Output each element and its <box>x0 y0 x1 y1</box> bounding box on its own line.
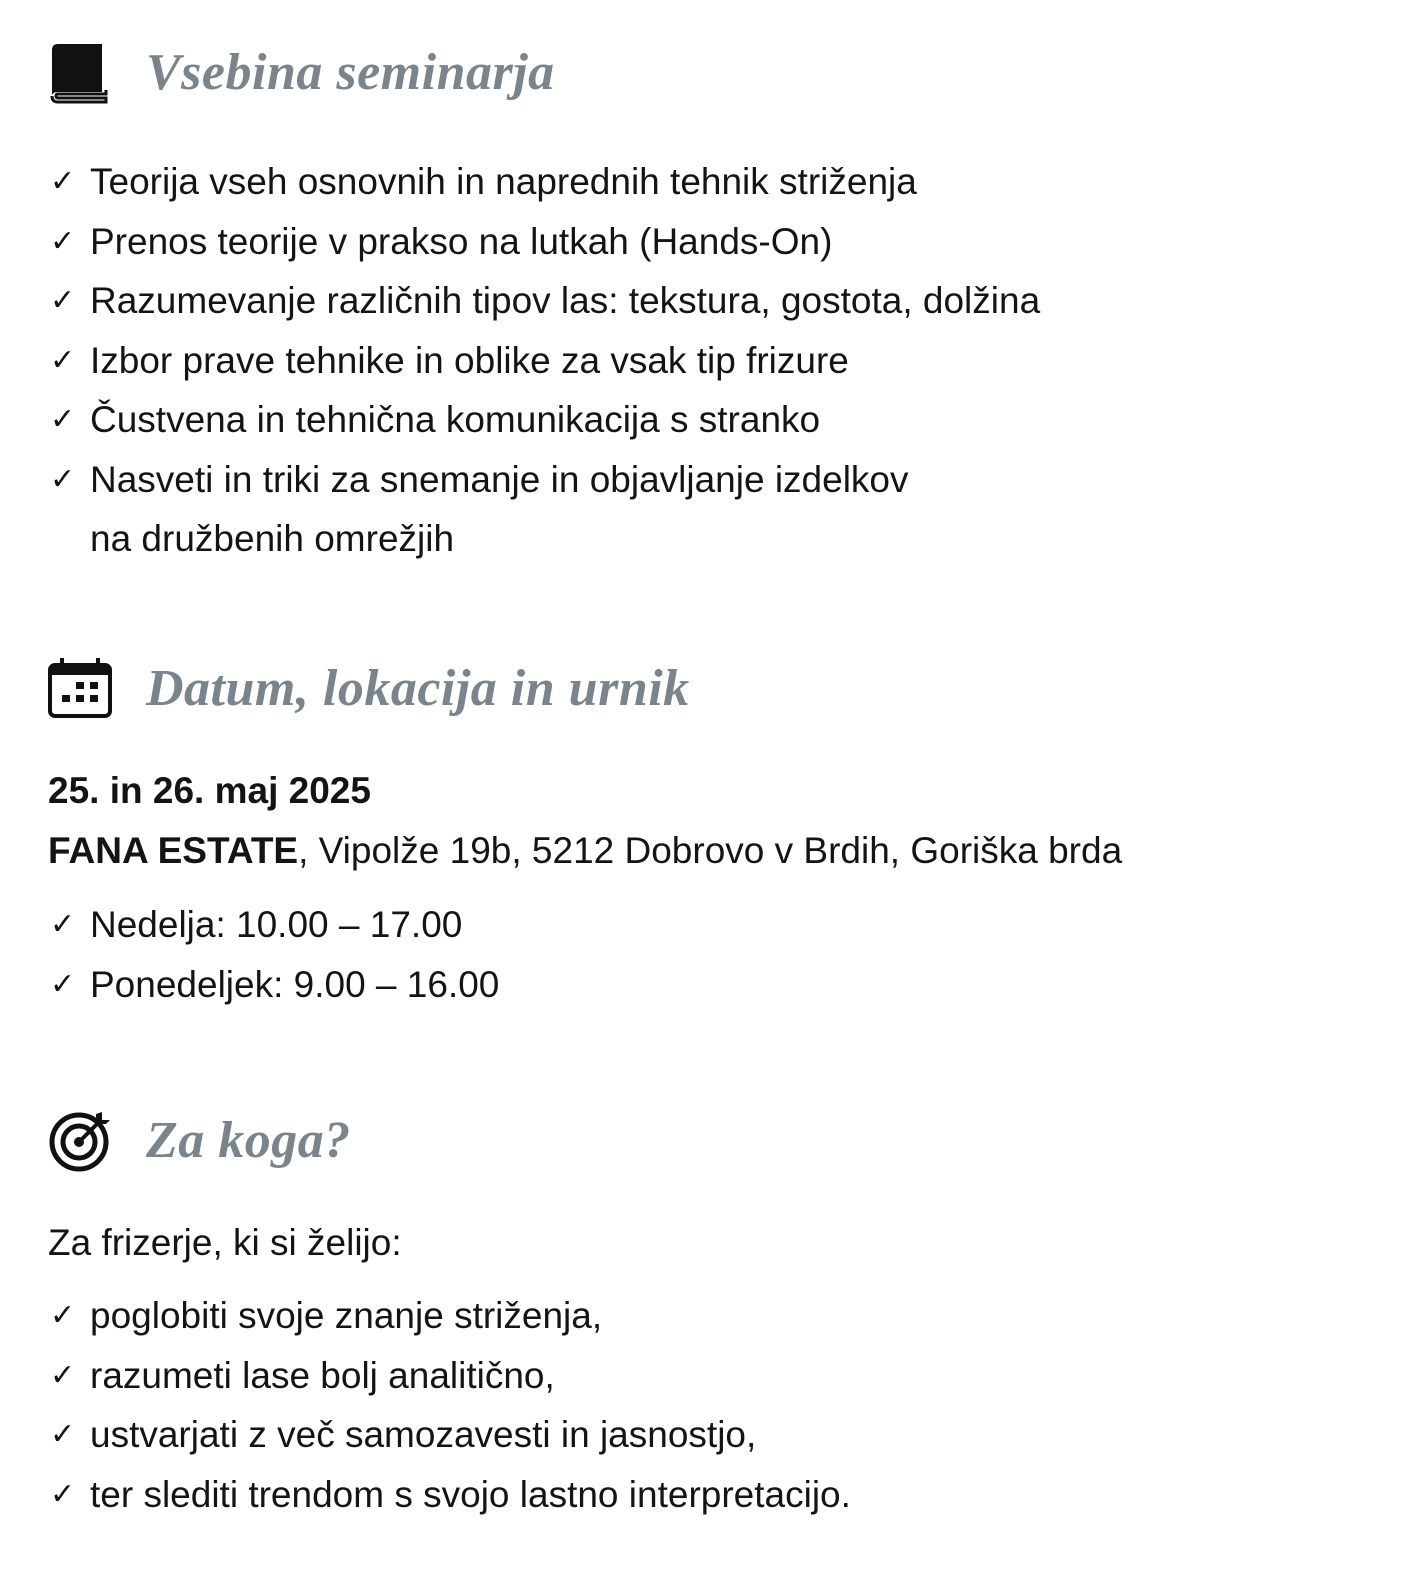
list-item: ✓ Nasveti in triki za snemanje in objavljanje izdelkov na družbenih omrežjih <box>48 450 1040 569</box>
section-audience-header <box>48 1108 351 1172</box>
check-icon: ✓ <box>50 223 76 259</box>
check-icon: ✓ <box>50 1298 76 1333</box>
list-item: ✓ Ponedeljek: 9.00 – 16.00 <box>48 955 499 1015</box>
target-icon <box>48 1108 112 1172</box>
venue-address: , Vipolže 19b, 5212 Dobrovo v Brdih, Goriška brda <box>298 830 1123 871</box>
list-item: ✓ Prenos teorije v prakso na lutkah (Hands-On) <box>48 212 1040 272</box>
list-item: ✓ ter slediti trendom s svojo lastno interpretacijo. <box>48 1465 851 1525</box>
check-icon: ✓ <box>50 907 76 942</box>
check-icon: ✓ <box>50 283 76 318</box>
check-icon: ✓ <box>50 1476 76 1512</box>
book-icon <box>48 40 112 104</box>
audience-intro: Za frizerje, ki si želijo: <box>48 1222 402 1263</box>
check-icon: ✓ <box>50 1357 76 1393</box>
event-date: 25. in 26. maj 2025 <box>48 770 371 811</box>
list-item: ✓ ustvarjati z več samozavesti in jasnostjo, <box>48 1405 851 1465</box>
list-item: ✓ poglobiti svoje znanje striženja, <box>48 1286 851 1346</box>
list-item: ✓ Teorija vseh osnovnih in naprednih tehnik striženja <box>48 152 1040 212</box>
check-icon: ✓ <box>50 342 76 378</box>
check-icon: ✓ <box>50 1417 76 1452</box>
content-list <box>48 152 1040 569</box>
schedule-times-list <box>48 895 499 1014</box>
check-icon: ✓ <box>50 164 76 199</box>
list-item: ✓ Izbor prave tehnike in oblike za vsak tip frizure <box>48 331 1040 391</box>
section-audience-title: Za koga? <box>146 1111 351 1169</box>
section-schedule-title: Datum, lokacija in urnik <box>146 659 690 717</box>
list-item: ✓ Čustvena in tehnična komunikacija s stranko <box>48 390 1040 450</box>
list-item: ✓ Razumevanje različnih tipov las: tekstura, gostota, dolžina <box>48 271 1040 331</box>
calendar-icon <box>48 656 112 720</box>
check-icon: ✓ <box>50 461 76 497</box>
section-content-title: Vsebina seminarja <box>146 43 555 101</box>
list-item: ✓ Nedelja: 10.00 – 17.00 <box>48 895 499 955</box>
venue-name: FANA ESTATE <box>48 830 299 871</box>
list-item: ✓ razumeti lase bolj analitično, <box>48 1346 851 1406</box>
section-schedule-header <box>48 656 690 720</box>
section-content-header <box>48 40 555 104</box>
audience-list <box>48 1286 851 1524</box>
event-location <box>48 830 1122 872</box>
check-icon: ✓ <box>50 402 76 437</box>
check-icon: ✓ <box>50 966 76 1002</box>
